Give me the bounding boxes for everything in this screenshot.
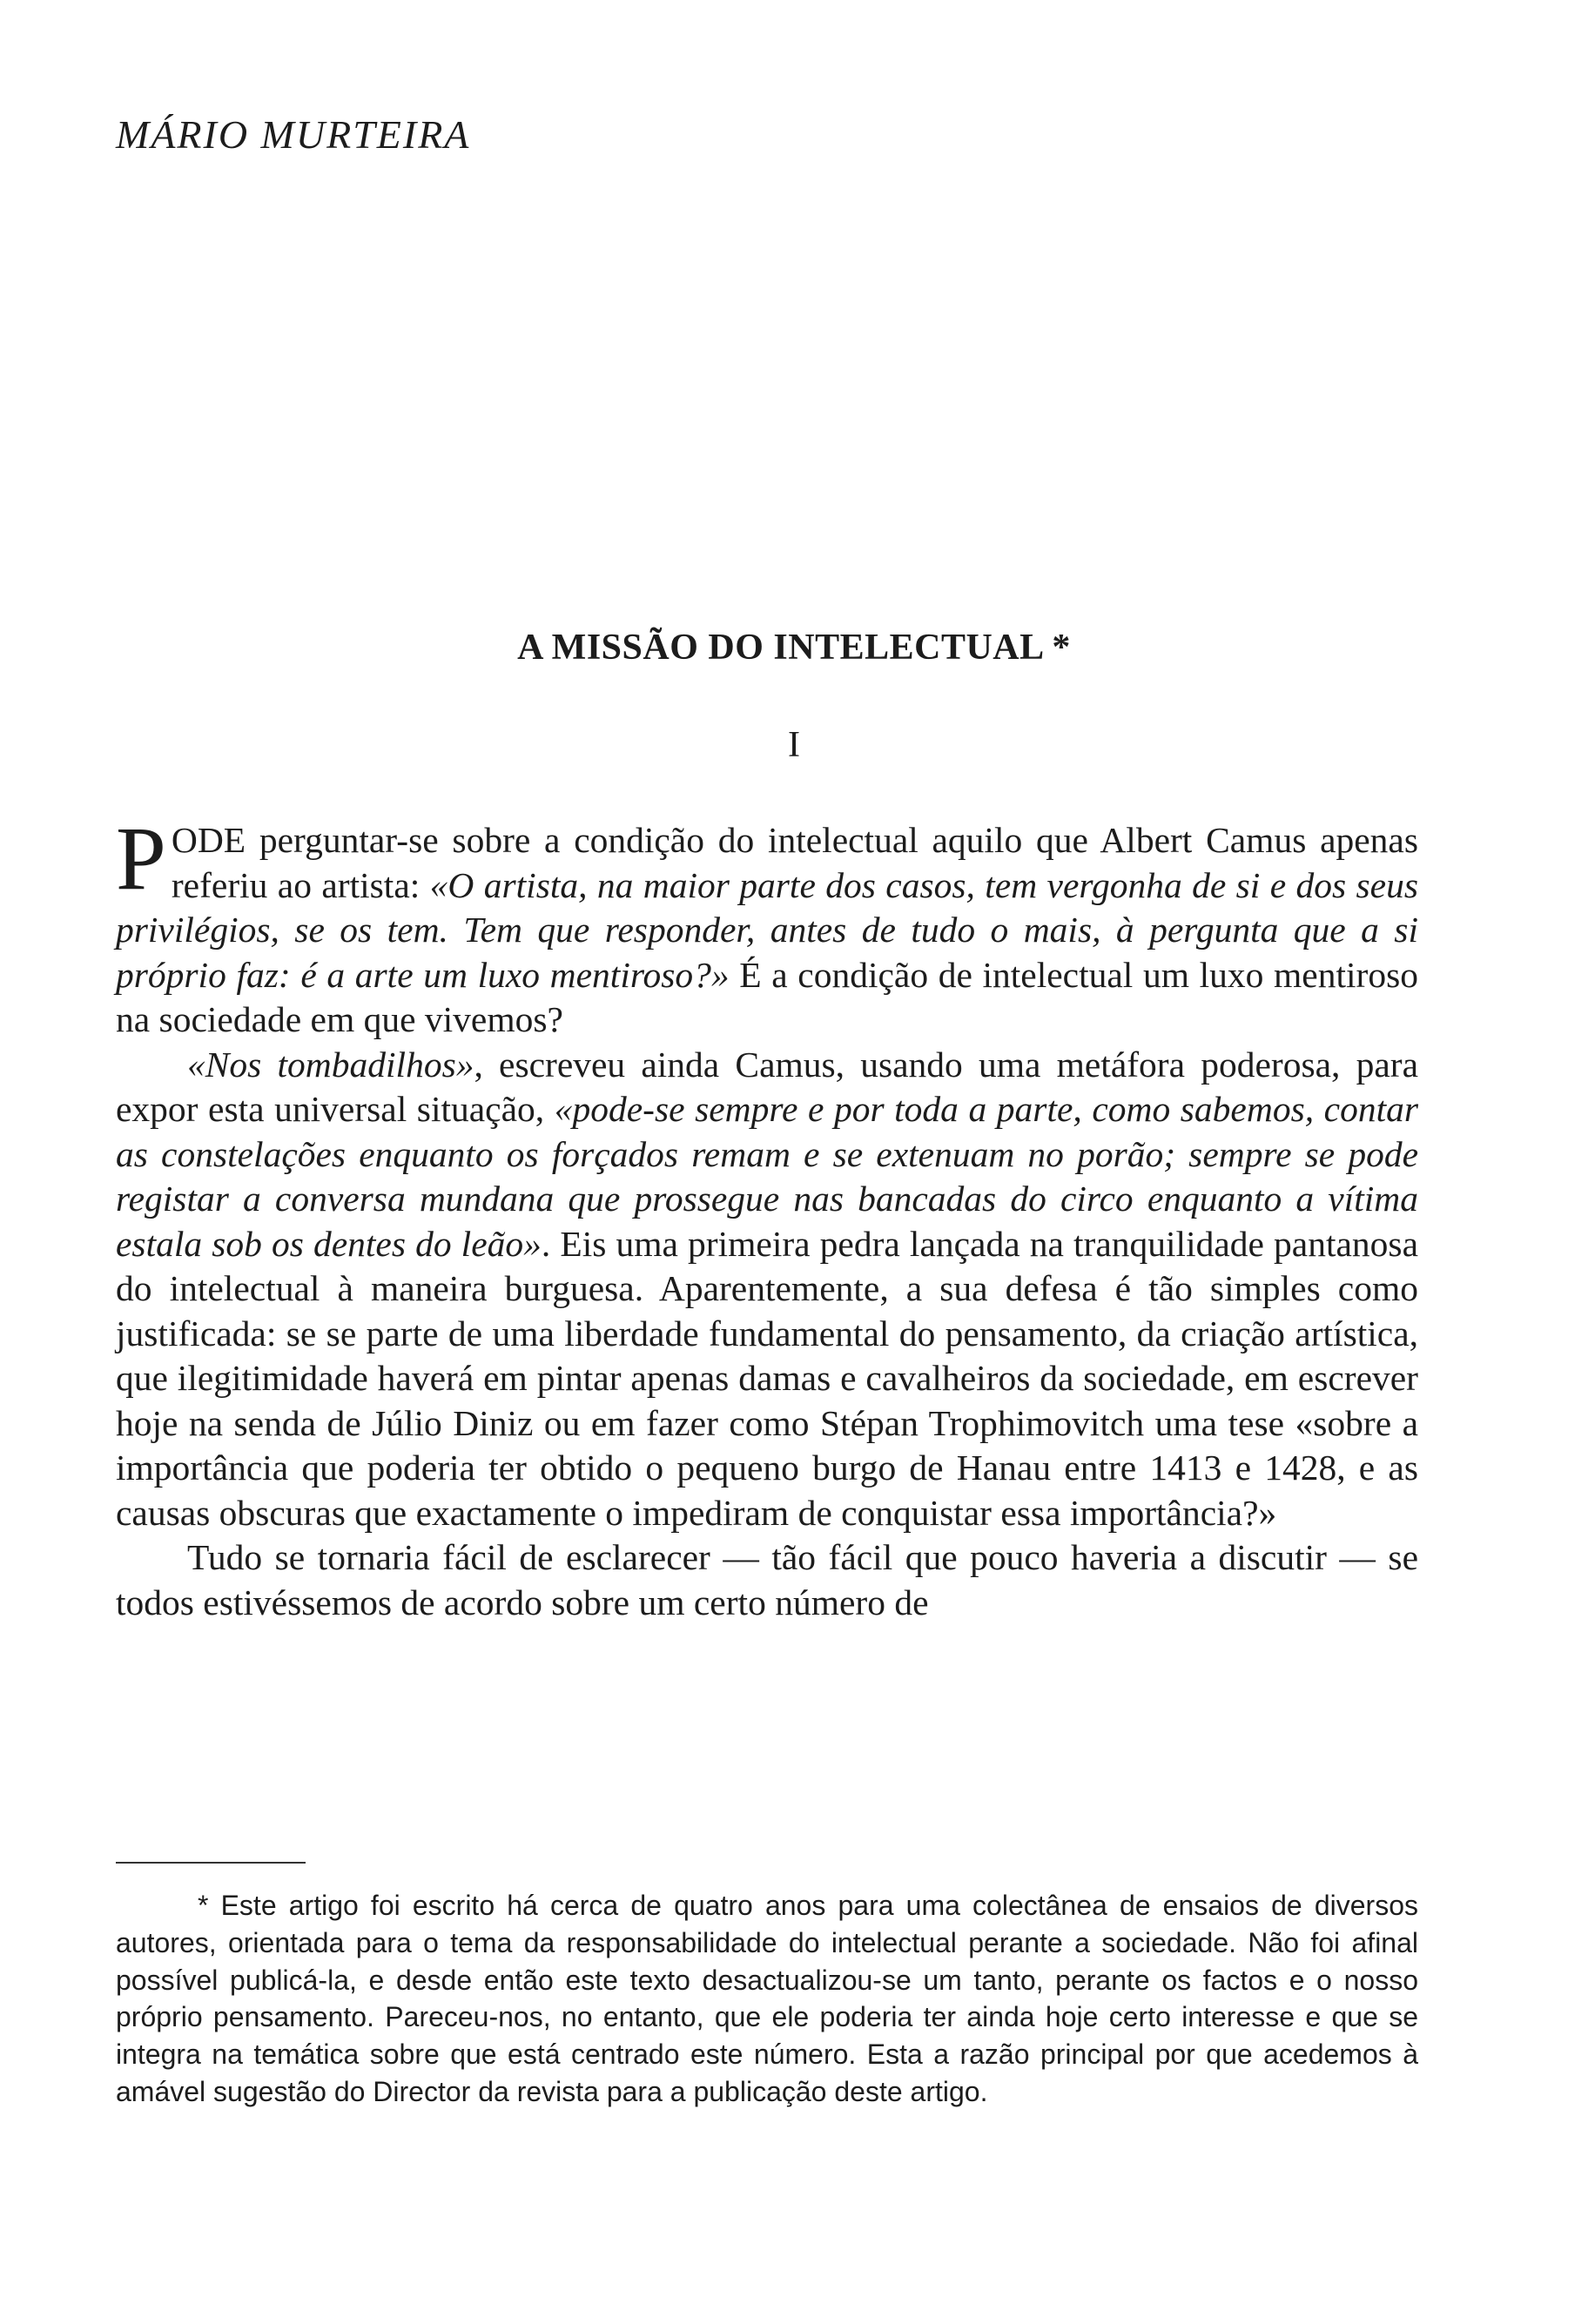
footnote — [116, 1887, 1418, 2111]
paragraph-1-text: perguntar-se sobre a condição do intelectual aquilo que Albert Camus apenas referiu ao artista: — [171, 820, 1418, 905]
paragraph-2-quote-2: «pode-se sempre e por toda a parte, como sabemos, contar as constelações enquanto os forçados remam e se extenuam no porão; sempre se pode registar a conversa mundana que prossegue nas bancadas do circo enquanto a vítima estala sob os dentes do leão» — [116, 1089, 1418, 1264]
article-title: A MISSÃO DO INTELECTUAL * — [517, 628, 1071, 668]
article-body — [116, 809, 1418, 1625]
paragraph-1-text-end: É a condição de intelectual um luxo mentiroso na sociedade em que vivemos? — [116, 954, 1418, 1039]
paragraph-2-quote-1: «Nos tombadilhos» — [187, 1044, 474, 1085]
running-header-author: MÁRIO MURTEIRA — [116, 112, 471, 157]
paragraph-2-text-end: . Eis uma primeira pedra lançada na tranquilidade pantanosa do intelectual à maneira burguesa. Aparentemente, a sua defesa é tão simples como justificada: se se parte de uma liberdade fundamental do pensamento, da criação artística, que ilegitimidade haverá em pintar apenas damas e cavalheiros da sociedade, em escrever hoje na senda de Júlio Diniz ou em fazer como Stépan Trophimovitch uma tese «sobre a importância que poderia ter obtido o pequeno burgo de Hanau entre 1413 e 1428, e as causas obscuras que exactamente o impediram de conquistar essa importância?» — [116, 1223, 1418, 1533]
paragraph-2 — [116, 1043, 1418, 1536]
footnote-separator — [116, 1862, 306, 1864]
paragraph-1-lead: ODE — [171, 820, 246, 860]
paragraph-3: Tudo se tornaria fácil de esclarecer — tão fácil que pouco haveria a discutir — se todos estivéssemos de acordo sobre um certo número de — [116, 1537, 1418, 1622]
paragraph-1-quote: «O artista, na maior parte dos casos, tem vergonha de si e dos seus privilégios, se os tem. Tem que responder, antes de tudo o mais, à pergunta que a si próprio faz: é a arte um luxo mentiroso?» — [116, 864, 1418, 995]
paragraph-2-text: , escreveu ainda Camus, usando uma metáfora poderosa, para expor esta universal situação, — [116, 1044, 1418, 1129]
section-number: I — [788, 725, 800, 765]
paragraph-1 — [116, 809, 1418, 1043]
drop-cap: P — [116, 809, 166, 909]
footnote-text: * Este artigo foi escrito há cerca de quatro anos para uma colectânea de ensaios de diversos autores, orientada para o tema da responsabilidade do intelectual perante a sociedade. Não foi afinal possível publicá-la, e desde então este texto desactualizou-se um tanto, perante os factos e o nosso próprio pensamento. Pareceu-nos, no entanto, que ele poderia ter ainda hoje certo interesse e que se integra na temática sobre que está centrado este número. Esta a razão principal por que acedemos à amável sugestão do Director da revista para a publicação deste artigo. — [116, 1890, 1418, 2107]
